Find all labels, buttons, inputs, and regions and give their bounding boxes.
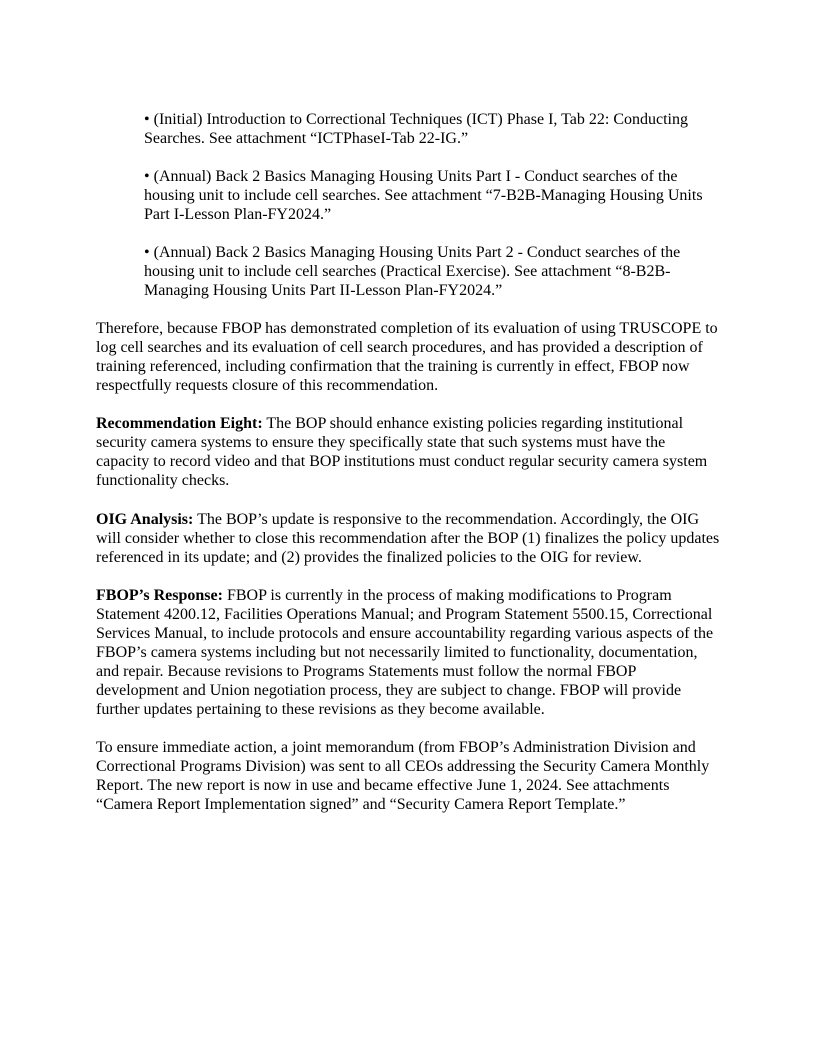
- paragraph-lead: FBOP’s Response:: [96, 586, 223, 604]
- paragraph-closure-request: [96, 319, 720, 395]
- paragraph-text: FBOP is currently in the process of making modifications to Program Statement 4200.12, Facilities Operations Manual; and Program Statement 5500.15, Correctional Services Manual, to include protocols and ensure accountability regarding various aspects of the FBOP’s camera systems including but not necessarily limited to functionality, documentation, and repair. Because revisions to Programs Statements must follow the normal FBOP development and Union negotiation process, they are subject to change. FBOP will provide further updates pertaining to these revisions as they become available.: [96, 586, 714, 718]
- paragraph-text: The BOP should enhance existing policies regarding institutional security camera systems to ensure they specifically state that such systems must have the capacity to record video and that BOP institutions must conduct regular security camera system functionality checks.: [96, 415, 708, 490]
- bullet-marker: •: [144, 111, 150, 128]
- paragraph-lead: OIG Analysis:: [96, 510, 194, 528]
- bullet-item-b2b-part1: [144, 167, 720, 224]
- paragraph-recommendation-eight: [96, 414, 720, 490]
- paragraph-text: Therefore, because FBOP has demonstrated completion of its evaluation of using TRUSCOPE to log cell searches and its evaluation of cell search procedures, and has provided a description of training referenced, including confirmation that the training is currently in effect, FBOP now respectfully requests closure of this recommendation.: [96, 320, 718, 395]
- bullet-text: (Annual) Back 2 Basics Managing Housing Units Part I - Conduct searches of the housing unit to include cell searches. See attachment “7-B2B-Managing Housing Units Part I-Lesson Plan-FY2024.”: [144, 168, 703, 224]
- paragraph-fbop-response: [96, 586, 720, 719]
- paragraph-text: The BOP’s update is responsive to the recommendation. Accordingly, the OIG will consider whether to close this recommendation after the BOP (1) finalizes the policy updates referenced in its update; and (2) provides the finalized policies to the OIG for review.: [96, 510, 720, 566]
- paragraph-immediate-action: [96, 738, 720, 814]
- bullet-text: (Initial) Introduction to Correctional Techniques (ICT) Phase I, Tab 22: Conducting Searches. See attachment “ICTPhaseI-Tab 22-IG.”: [144, 111, 688, 148]
- paragraph-lead: Recommendation Eight:: [96, 415, 263, 433]
- paragraph-text: To ensure immediate action, a joint memorandum (from FBOP’s Administration Division and Correctional Programs Division) was sent to all CEOs addressing the Security Camera Monthly Report. The new report is now in use and became effective June 1, 2024. See attachments “Camera Report Implementation signed” and “Security Camera Report Template.”: [96, 738, 710, 813]
- paragraph-oig-analysis: [96, 510, 720, 567]
- bullet-marker: •: [144, 168, 150, 186]
- bullet-text: (Annual) Back 2 Basics Managing Housing Units Part 2 - Conduct searches of the housing unit to include cell searches (Practical Exercise). See attachment “8-B2B-Managing Housing Units Part II-Lesson Plan-FY2024.”: [144, 244, 681, 300]
- bullet-item-b2b-part2: [144, 243, 720, 300]
- bullet-marker: •: [144, 244, 150, 262]
- bullet-item-ict-phase1: [144, 110, 720, 148]
